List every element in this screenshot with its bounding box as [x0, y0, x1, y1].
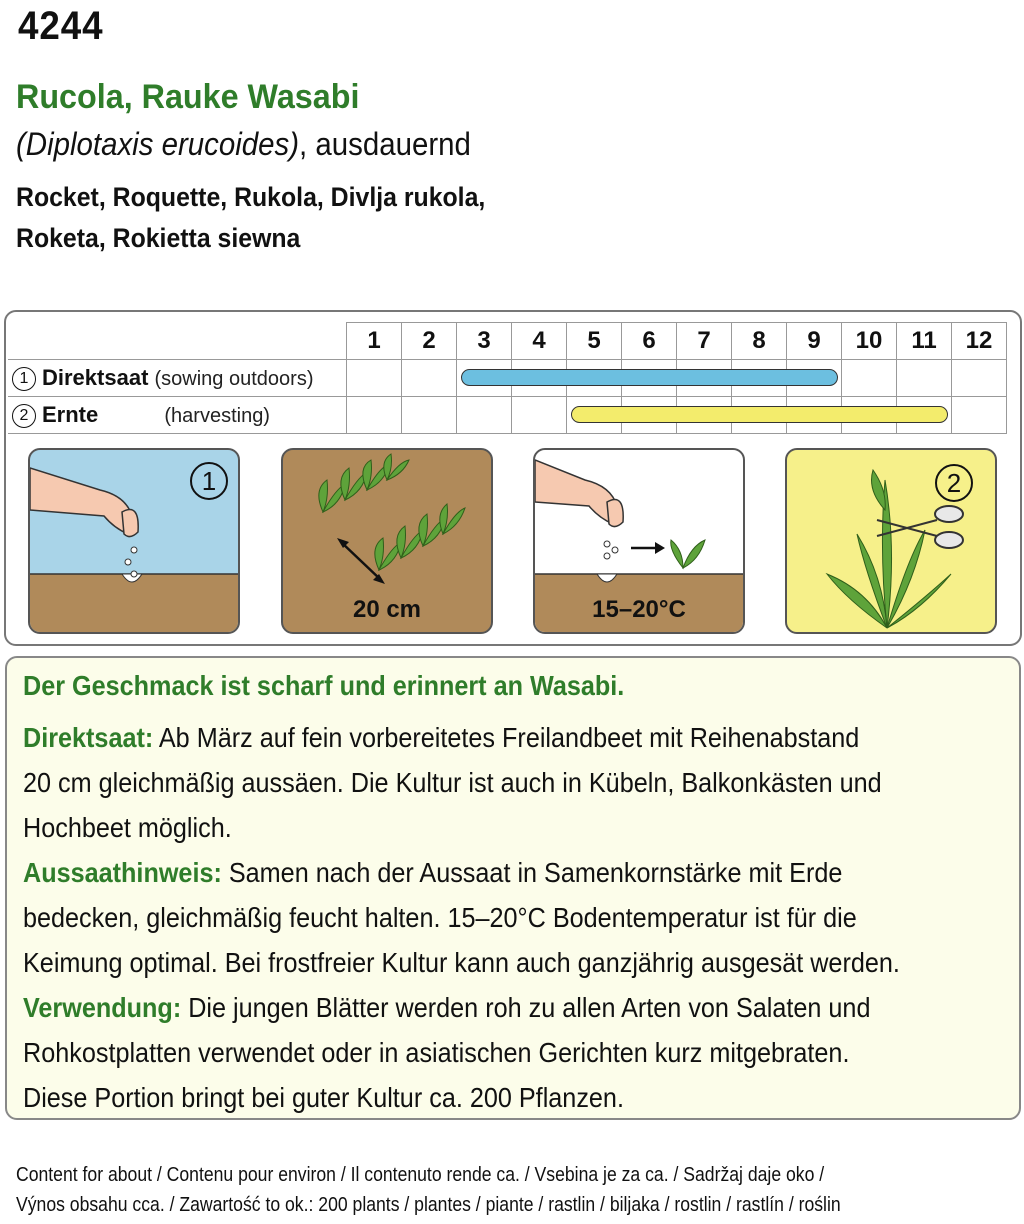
- sowing-sublabel: (sowing outdoors): [154, 367, 314, 390]
- direct-sowing-heading: Direktsaat:: [23, 722, 154, 753]
- latin-name: (Diplotaxis erucoides): [16, 126, 300, 162]
- usage-line-2: Rohkostplatten verwendet oder in asiatischen Gerichten kurz mitgebraten.: [23, 1037, 850, 1068]
- calendar-month-row: [8, 323, 1007, 360]
- panel-harvest: [785, 448, 997, 634]
- month-5: 5: [567, 323, 622, 360]
- sowing-label: Direktsaat: [42, 364, 149, 390]
- common-names-line-1: Rocket, Roquette, Rukola, Divlja rukola,: [16, 182, 486, 212]
- content-note-line-1: Content for about / Contenu pour environ / Il contenuto rende ca. / Vsebina je za ca. / Sadržaj daje oko /: [16, 1164, 825, 1186]
- sowing-period-bar: [461, 369, 838, 386]
- month-6: 6: [622, 323, 677, 360]
- panel-step-1: 1: [190, 462, 228, 500]
- month-11: 11: [897, 323, 952, 360]
- harvest-sublabel: (harvesting): [164, 404, 270, 427]
- direct-sowing-line-1: Direktsaat: Ab März auf fein vorbereitetes Freilandbeet mit Reihenabstand: [23, 722, 860, 753]
- flavor-headline: Der Geschmack ist scharf und erinnert an Wasabi.: [23, 670, 625, 701]
- month-8: 8: [732, 323, 787, 360]
- soil-temperature-label: 15–20°C: [592, 596, 686, 623]
- usage-line-1: Verwendung: Die jungen Blätter werden roh zu allen Arten von Salaten und: [23, 992, 871, 1023]
- sowing-hint-line-3: Keimung optimal. Bei frostfreier Kultur kann auch ganzjährig ausgesät werden.: [23, 947, 900, 978]
- latin-name-line: [16, 126, 471, 163]
- info-box: [5, 656, 1021, 1120]
- row-spacing-label: 20 cm: [352, 596, 422, 623]
- perennial-note: , ausdauernd: [299, 126, 471, 162]
- usage-line-3: Diese Portion bringt bei guter Kultur ca. 200 Pflanzen.: [23, 1082, 624, 1113]
- month-1: 1: [347, 323, 402, 360]
- panel-sowing: [28, 448, 240, 634]
- month-12: 12: [952, 323, 1007, 360]
- harvest-period-bar: [571, 406, 948, 423]
- month-2: 2: [402, 323, 457, 360]
- panel-germination: [533, 448, 745, 634]
- common-names-line-2: Roketa, Rokietta siewna: [16, 223, 301, 253]
- sowing-hint-heading: Aussaathinweis:: [23, 857, 222, 888]
- month-10: 10: [842, 323, 897, 360]
- content-note-line-2: Výnos obsahu cca. / Zawartość to ok.: 200 plants / plantes / piante / rastlin / biljaka / rostlin / rastlín / roślin: [16, 1194, 841, 1216]
- sowing-hint-line-1: Aussaathinweis: Samen nach der Aussaat in Samenkornstärke mit Erde: [23, 857, 843, 888]
- product-title: Rucola, Rauke Wasabi: [16, 78, 360, 116]
- direct-sowing-line-2: 20 cm gleichmäßig aussäen. Die Kultur ist auch in Kübeln, Balkonkästen und: [23, 767, 882, 798]
- direct-sowing-line-3: Hochbeet möglich.: [23, 812, 232, 843]
- month-4: 4: [512, 323, 567, 360]
- usage-heading: Verwendung:: [23, 992, 182, 1023]
- month-9: 9: [787, 323, 842, 360]
- panel-row-spacing: [281, 448, 493, 634]
- harvest-label: Ernte: [42, 401, 99, 427]
- panel-step-2: 2: [935, 464, 973, 502]
- step-2-marker: 2: [12, 404, 36, 428]
- sowing-hint-line-2: bedecken, gleichmäßig feucht halten. 15–20°C Bodentemperatur ist für die: [23, 902, 857, 933]
- step-1-marker: 1: [12, 367, 36, 391]
- month-7: 7: [677, 323, 732, 360]
- article-number: 4244: [18, 4, 104, 48]
- month-3: 3: [457, 323, 512, 360]
